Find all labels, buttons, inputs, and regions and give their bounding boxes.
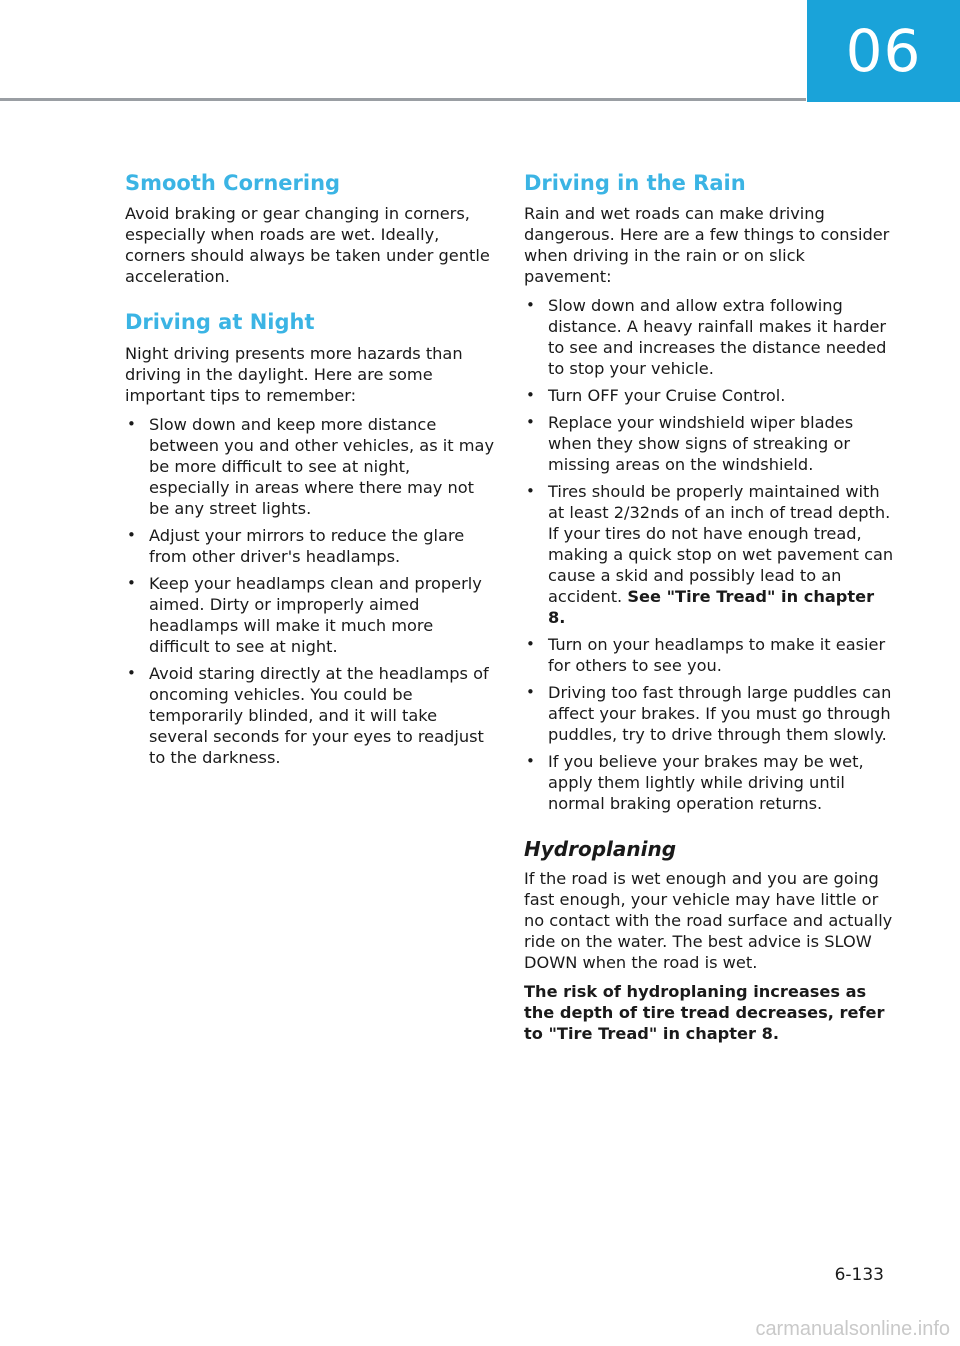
driving-in-rain-heading: Driving in the Rain	[524, 171, 746, 195]
chapter-tab: 06	[807, 0, 960, 102]
driving-at-night-intro: Night driving presents more hazards than driving in the daylight. Here are some important tips to remember:	[125, 343, 463, 405]
list-item: • Adjust your mirrors to reduce the glare from other driver's headlamps.	[127, 525, 465, 566]
list-item: • Keep your headlamps clean and properly aimed. Dirty or improperly aimed headlamps will make it much more difficult to see at night.	[127, 573, 482, 656]
watermark: carmanualsonline.info	[755, 1318, 950, 1340]
smooth-cornering-body: Avoid braking or gear changing in corners, especially when roads are wet. Ideally, corners should always be taken under gentle acceleration.	[125, 204, 490, 287]
list-item: • If you believe your brakes may be wet, apply them lightly while driving until normal braking operation returns.	[526, 752, 864, 814]
rain-tips-list	[524, 295, 894, 814]
list-item: • Slow down and keep more distance between you and other vehicles, as it may be more difficult to see at night, especially in areas where there may not be any street lights.	[127, 414, 495, 518]
smooth-cornering-heading: Smooth Cornering	[125, 171, 341, 195]
hydroplaning-heading: Hydroplaning	[524, 837, 677, 862]
hydroplaning-body: If the road is wet enough and you are going fast enough, your vehicle may have little or no contact with the road surface and actually ride on the water. The best advice is SLOW DOWN when the road is wet.	[524, 869, 893, 973]
night-tips-list	[125, 414, 495, 768]
list-item: • Replace your windshield wiper blades when they show signs of streaking or missing areas on the windshield.	[526, 413, 854, 475]
hydroplaning-warning: The risk of hydroplaning increases as the depth of tire tread decreases, refer to "Tire Tread" in chapter 8.	[524, 982, 885, 1044]
list-item: • Turn OFF your Cruise Control.	[526, 386, 786, 406]
driving-at-night-heading: Driving at Night	[125, 310, 315, 335]
list-item: • Slow down and allow extra following distance. A heavy rainfall makes it harder to see and increases the distance needed to stop your vehicle.	[526, 296, 887, 379]
left-column	[125, 170, 495, 776]
tire-tread-reference: See "Tire Tread" in chapter 8.	[548, 587, 875, 628]
list-item: • Avoid staring directly at the headlamps of oncoming vehicles. You could be temporarily blinded, and it will take several seconds for your eyes to readjust to the darkness.	[127, 663, 489, 767]
list-item: • Driving too fast through large puddles can affect your brakes. If you must go through puddles, try to drive through them slowly.	[526, 683, 892, 745]
header-rule	[0, 98, 806, 101]
driving-in-rain-intro: Rain and wet roads can make driving dangerous. Here are a few things to consider when driving in the rain or on slick pavement:	[524, 204, 890, 287]
page-number: 6-133	[834, 1265, 884, 1285]
list-item: • Turn on your headlamps to make it easier for others to see you.	[526, 635, 886, 676]
right-column	[524, 170, 894, 1052]
list-item: • Tires should be properly maintained with at least 2/32nds of an inch of tread depth. If your tires do not have enough tread, making a quick stop on wet pavement can cause a skid and possibly lead to an accident. See "Tire Tread" in chapter 8.	[526, 482, 894, 628]
